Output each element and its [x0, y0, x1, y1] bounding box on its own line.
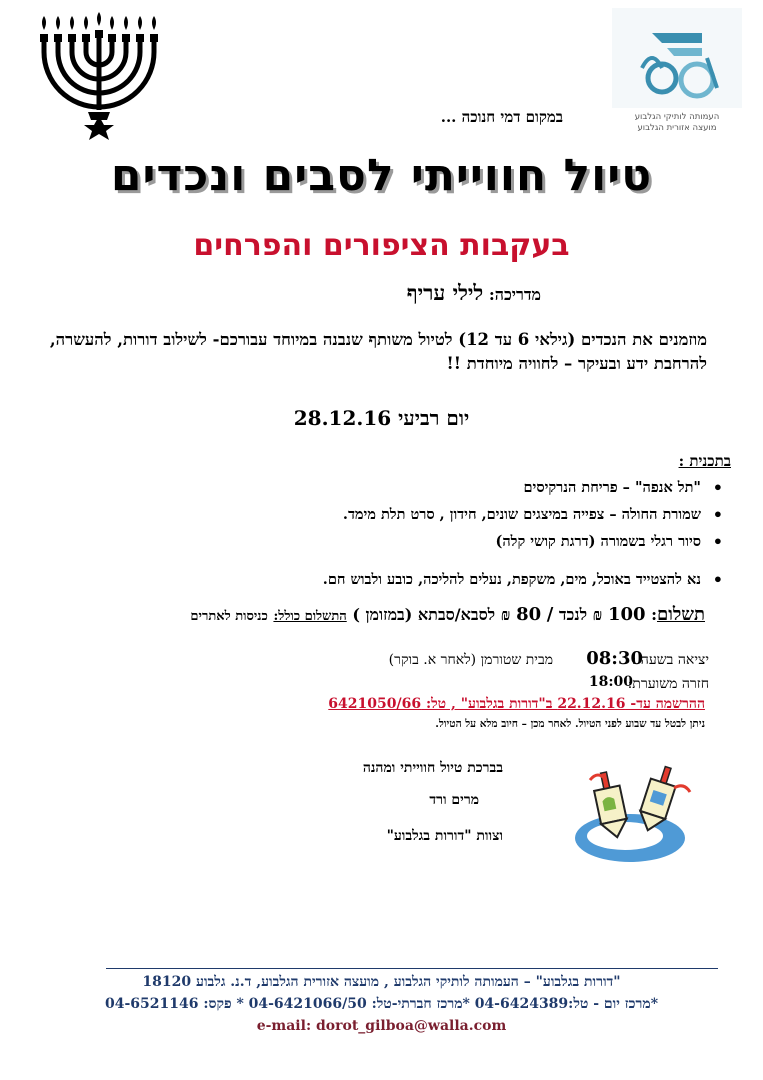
logo-caption-line2: מועצה אזורית הגלבוע [637, 123, 717, 133]
per-grandchild: לנכד [558, 605, 588, 624]
includes-value: כניסות לאתרים [190, 609, 268, 624]
return-time: 18:00 [588, 674, 633, 690]
footer-divider [106, 968, 718, 969]
payment-label: תשלום [657, 604, 705, 625]
grandchild-amount: 100 [607, 604, 646, 625]
departure-label: יציאה בשעה : [631, 652, 709, 668]
guide-label: מדריכה: [488, 285, 541, 304]
program-title: בתכנית : [678, 452, 731, 470]
payment-separator: / [546, 604, 554, 625]
program-item: • נא להצטייד באוכל, מים, משקפת, נעלים להליכה, כובע ולבוש חם. [167, 568, 727, 592]
per-grandparent: לסבא/סבתא (במזומן ) [352, 605, 496, 624]
cancellation-policy: ניתן לבטל עד שבוע לפני הטיול. לאחר מכן – חיוב מלא על הטיול. [435, 718, 705, 730]
closing-greeting: בברכת טיול חווייתי ומהנה [362, 760, 503, 776]
footer-email[interactable]: e-mail: dorot_gilboa@walla.com [256, 1018, 507, 1034]
departure-place: מבית שטורמן (לאחר א. בוקר) [388, 652, 553, 668]
trip-date: יום רביעי 28.12.16 [293, 406, 470, 430]
menorah-icon [38, 12, 160, 140]
dorot-logo-icon [612, 8, 742, 108]
guide-line [407, 280, 541, 306]
organization-logo [612, 8, 742, 138]
intro-paragraph: מוזמנים את הנכדים (גילאי 6 עד 12) לטיול משותף שנבנה במיוחד עבורכם- לשילוב דורות, להעשרה, להרחבת ידע ובעיקר – לחוויה מיוחדת !! [49, 330, 707, 373]
footer-phones: *מרכז יום - טל:04-6424389 *מרכז חברתי-טל: 04-6421066/50 * פקס: 04-6521146 [104, 996, 659, 1012]
guide-name: לילי עריף [406, 280, 484, 305]
team-signature: וצוות "דורות בגלבוע" [386, 828, 503, 844]
includes-label: התשלום כולל: [273, 609, 347, 624]
dreidels-icon [570, 758, 700, 868]
currency-symbol: ₪ [592, 605, 603, 624]
departure-time: 08:30 [586, 648, 643, 669]
program-item: • סיור רגלי בשמורה (דרגת קושי קלה) [167, 530, 727, 554]
grandparent-amount: 80 [516, 604, 542, 625]
page-title: טיול חווייתי לסבים ונכדים [110, 150, 653, 201]
signer-name: מרים ורד [429, 792, 479, 808]
instead-of-text: במקום דמי חנוכה ... [440, 108, 563, 126]
payment-line: תשלום: 100 ₪ לנכד / 80 ₪ לסבא/סבתא (במזומן ) התשלום כולל: כניסות לאתרים [190, 604, 705, 625]
currency-symbol: ₪ [500, 605, 511, 624]
page-subtitle: בעקבות הציפורים והפרחים [193, 228, 570, 263]
logo-caption-line1: העמותה לותיקי הגלבוע [634, 112, 720, 122]
footer-address: "דורות בגלבוע" – העמותה לותיקי הגלבוע , מועצה אזורית הגלבוע, ד.נ. גלבוע 18120 [142, 974, 621, 990]
program-item: • שמורת החולה – צפייה במיצגים שונים, חידון , סרט תלת מימד. [167, 503, 727, 527]
program-item: • "תל אנפה" – פריחת הנרקיסים [167, 476, 727, 500]
program-list [167, 476, 727, 595]
registration-deadline: ההרשמה עד- 22.12.16 ב"דורות בגלבוע" , טל: 6421050/66 [328, 696, 705, 712]
return-label: חזרה משוערת: [627, 676, 709, 692]
